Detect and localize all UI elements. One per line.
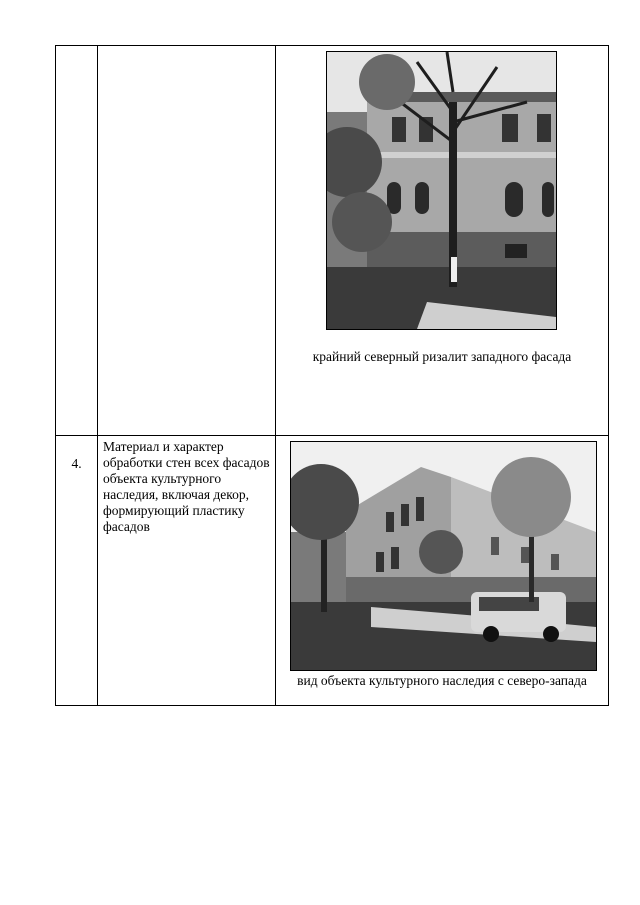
row-parameter [98,46,276,436]
building-northwest-photo [290,441,597,671]
photo-cell [276,436,609,706]
table-row [56,436,609,706]
photo-caption: крайний северный ризалит западного фасада [312,349,572,364]
table-row [56,46,609,436]
facade-photo [326,51,557,330]
row-parameter: Материал и характер обработки стен всех фасадов объекта культурного наследия, включая декор, формирующий пластику фасадов [98,436,276,706]
heritage-table [55,45,609,706]
photo-cell [276,46,609,436]
photo-caption: вид объекта культурного наследия с северо-запада [297,673,587,688]
row-number: 4. [56,436,98,706]
row-number [56,46,98,436]
